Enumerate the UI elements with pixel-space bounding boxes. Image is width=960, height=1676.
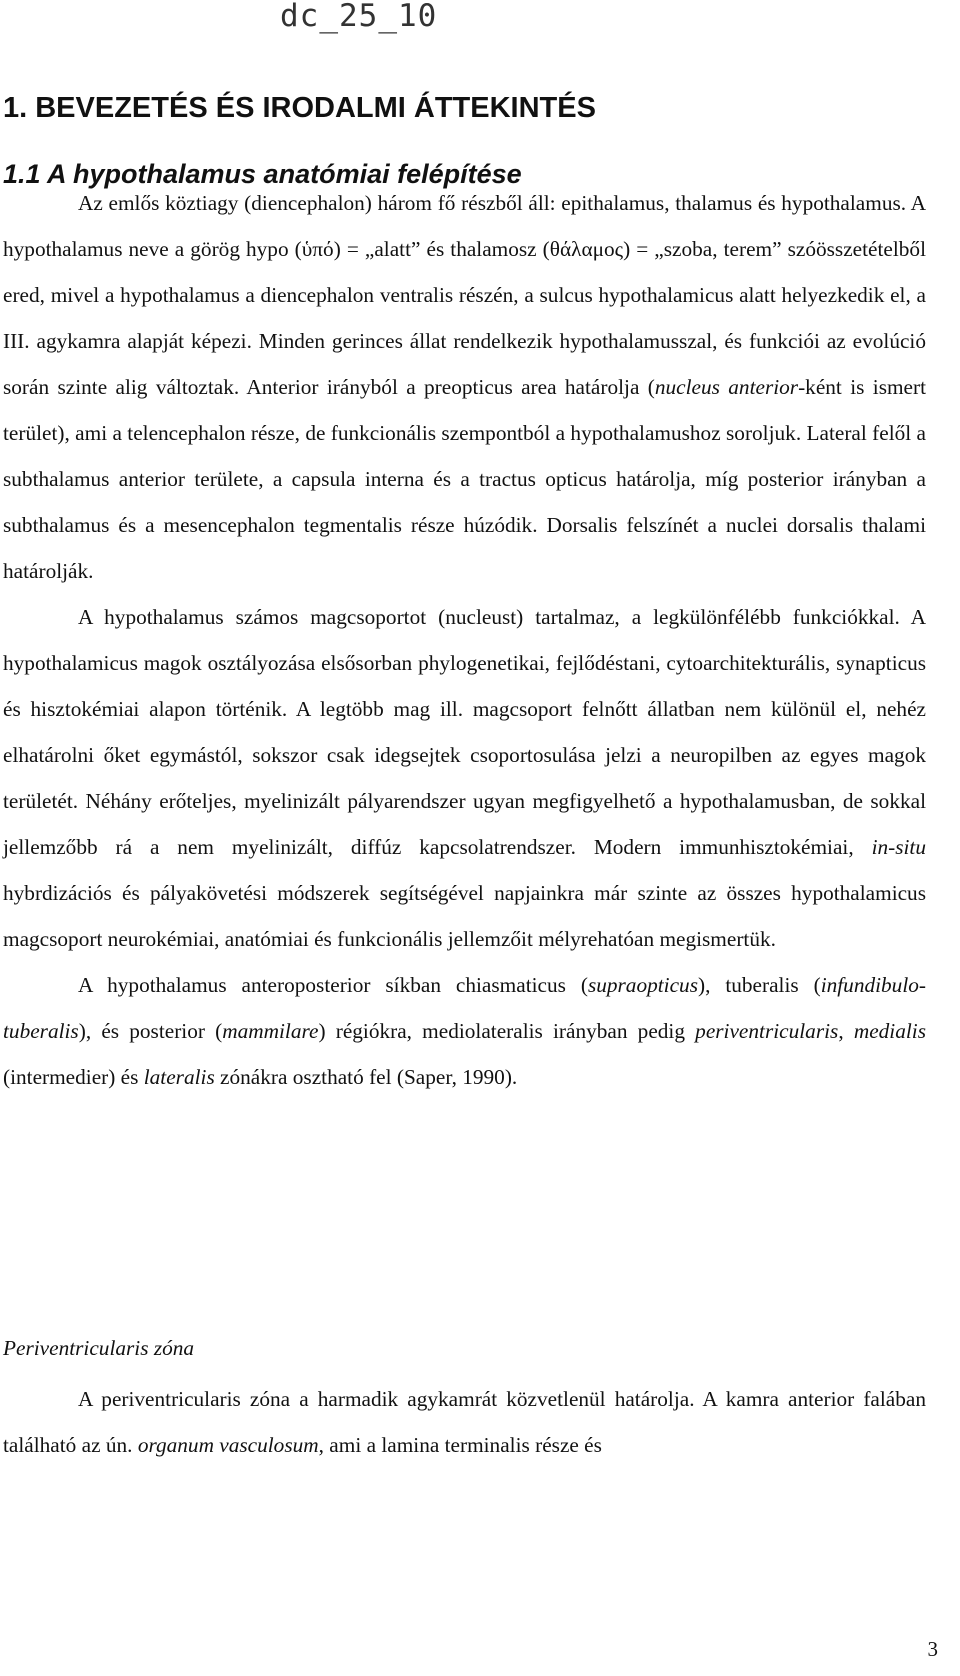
chapter-heading: 1. BEVEZETÉS ÉS IRODALMI ÁTTEKINTÉS — [3, 92, 596, 124]
subsection-title: Periventricularis zóna — [3, 1336, 195, 1360]
document-header-code: dc_25_10 — [280, 0, 438, 34]
paragraph-1: Az emlős köztiagy (diencephalon) három fő részből áll: epithalamus, thalamus és hypothalamus. A hypothalamus neve a görög hypo (ὑπό) = „alatt” és thalamosz (θάλαμος) = „szoba, terem” szóösszetételből ered, mivel a hypothalamus a diencephalon ventralis részén, a sulcus hypothalamicus alatt helyezkedik el, a III. agykamra alapját képezi. Minden gerinces állat rendelkezik hypothalamusszal, és funkciói az evolúció során szinte alig változtak. Anterior irányból a preopticus area határolja (nucleus anterior-ként is ismert terület), ami a telencephalon része, de funkcionális szempontból a hypothalamushoz soroljuk. Lateral felől a subthalamus anterior területe, a capsula interna és a tractus opticus határolja, míg posterior irányban a subthalamus és a mesencephalon tegmentalis része húzódik. Dorsalis felszínét a nuclei dorsalis thalami határolják. — [3, 191, 927, 583]
section-heading: 1.1 A hypothalamus anatómiai felépítése — [3, 159, 522, 189]
paragraph-3: A hypothalamus anteroposterior síkban chiasmaticus (supraopticus), tuberalis (infundibulo-tuberalis), és posterior (mammilare) régiókra, mediolateralis irányban pedig periventricularis, medialis (intermedier) és lateralis zónákra osztható fel (Saper, 1990). — [3, 973, 926, 1089]
body-text-main — [3, 180, 926, 1100]
body-text-section — [3, 1376, 926, 1468]
paragraph-2: A hypothalamus számos magcsoportot (nucleust) tartalmaz, a legkülönfélébb funkciókkal. A hypothalamicus magok osztályozása elsősorban phylogenetikai, fejlődéstani, cytoarchitekturális, synapticus és hisztokémiai alapon történik. A legtöbb mag ill. magcsoport felnőtt állatban nem különül el, nehéz elhatárolni őket egymástól, sokszor csak idegsejtek csoportosulása jelzi a neuropilben az egyes magok területét. Néhány erőteljes, myelinizált pályarendszer ugyan megfigyelhető a hypothalamusban, de sokkal jellemzőbb rá a nem myelinizált, diffúz kapcsolatrendszer. Modern immunhisztokémiai, in-situ hybrdizációs és pályakövetési módszerek segítségével napjainkra már szinte az összes hypothalamicus magcsoport neurokémiai, anatómiai és funkcionális jellemzőit mélyrehatóan megismertük. — [3, 605, 926, 951]
paragraph-4: A periventricularis zóna a harmadik agykamrát közvetlenül határolja. A kamra anterior falában található az ún. organum vasculosum, ami a lamina terminalis része és — [3, 1387, 926, 1457]
page-number: 3 — [927, 1637, 938, 1661]
